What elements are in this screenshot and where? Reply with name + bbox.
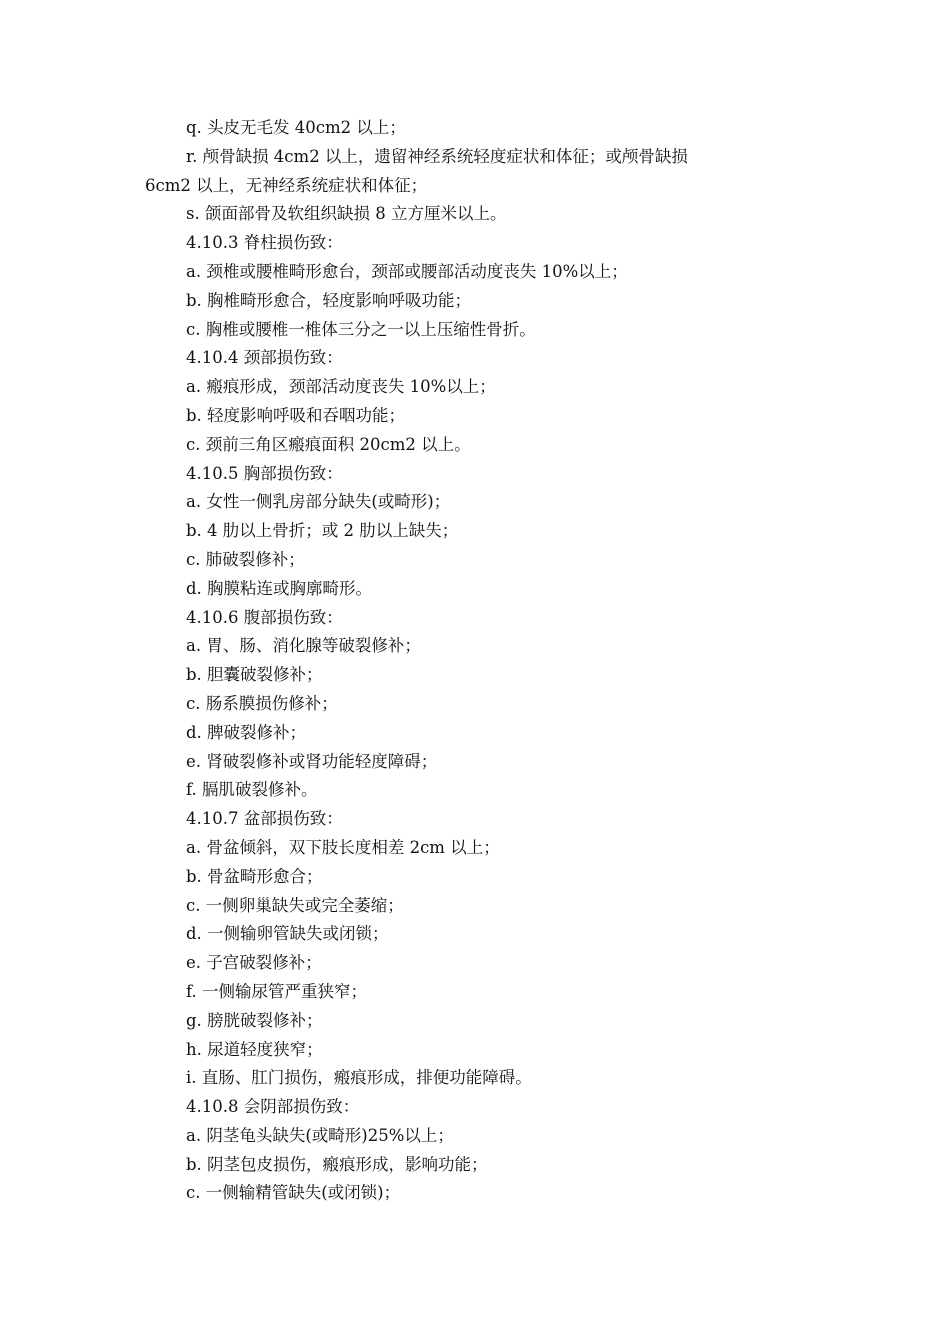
text-line: c. 一侧输精管缺失(或闭锁)； (186, 1183, 401, 1203)
text-line: 4.10.3 脊柱损伤致： (186, 233, 343, 253)
text-line: q. 头皮无毛发 40cm2 以上； (186, 118, 406, 137)
text-line: e. 子宫破裂修补； (186, 953, 322, 973)
text-line: d. 一侧输卵管缺失或闭锁； (186, 924, 389, 944)
text-line: b. 胆囊破裂修补； (186, 665, 323, 685)
text-line: c. 肠系膜损伤修补； (186, 693, 338, 713)
document-body (145, 114, 805, 1208)
text-line: 6cm2 以上，无神经系统症状和体征； (145, 175, 428, 195)
text-line: a. 骨盆倾斜，双下肢长度相差 2cm 以上； (186, 837, 500, 857)
text-line: 4.10.8 会阴部损伤致： (186, 1097, 360, 1117)
text-line: 4.10.7 盆部损伤致： (186, 809, 343, 829)
text-line: s. 颌面部骨及软组织缺损 8 立方厘米以上。 (186, 204, 507, 224)
text-line: a. 阴茎龟头缺失(或畸形)25%以上； (186, 1125, 454, 1145)
text-line: a. 颈椎或腰椎畸形愈台，颈部或腰部活动度丧失 10%以上； (186, 261, 628, 281)
text-line: d. 脾破裂修补； (186, 722, 307, 742)
text-line: a. 女性一侧乳房部分缺失(或畸形)； (186, 492, 451, 512)
text-line: h. 尿道轻度狭窄； (186, 1039, 323, 1059)
text-line: a. 胃、肠、消化腺等破裂修补； (186, 636, 421, 656)
text-line: f. 膈肌破裂修补。 (186, 780, 318, 800)
text-line: c. 肺破裂修补； (186, 549, 305, 569)
text-line: c. 胸椎或腰椎一椎体三分之一以上压缩性骨折。 (186, 319, 536, 339)
text-line: g. 膀胱破裂修补； (186, 1010, 323, 1030)
text-line: a. 瘢痕形成，颈部活动度丧失 10%以上； (186, 377, 496, 397)
text-line: 4.10.6 腹部损伤致： (186, 607, 343, 627)
text-line: f. 一侧输尿管严重狭窄； (186, 981, 368, 1001)
text-line: e. 肾破裂修补或肾功能轻度障碍； (186, 751, 438, 771)
text-line: d. 胸膜粘连或胸廓畸形。 (186, 578, 373, 598)
text-line: b. 胸椎畸形愈合，轻度影响呼吸功能； (186, 290, 472, 310)
text-line: 4.10.5 胸部损伤致： (186, 463, 343, 483)
text-line: b. 4 肋以上骨折；或 2 肋以上缺失； (186, 521, 459, 541)
text-line: c. 颈前三角区瘢痕面积 20cm2 以上。 (186, 434, 471, 454)
text-line: b. 阴茎包皮损伤，瘢痕形成，影响功能； (186, 1154, 488, 1174)
text-line: b. 骨盆畸形愈合； (186, 866, 323, 886)
text-line: b. 轻度影响呼吸和吞咽功能； (186, 405, 406, 425)
text-line: 4.10.4 颈部损伤致： (186, 348, 343, 368)
text-line: r. 颅骨缺损 4cm2 以上，遗留神经系统轻度症状和体征；或颅骨缺损 (186, 146, 688, 166)
text-line: i. 直肠、肛门损伤，瘢痕形成，排便功能障碍。 (186, 1068, 532, 1088)
text-line: c. 一侧卵巢缺失或完全萎缩； (186, 895, 404, 915)
